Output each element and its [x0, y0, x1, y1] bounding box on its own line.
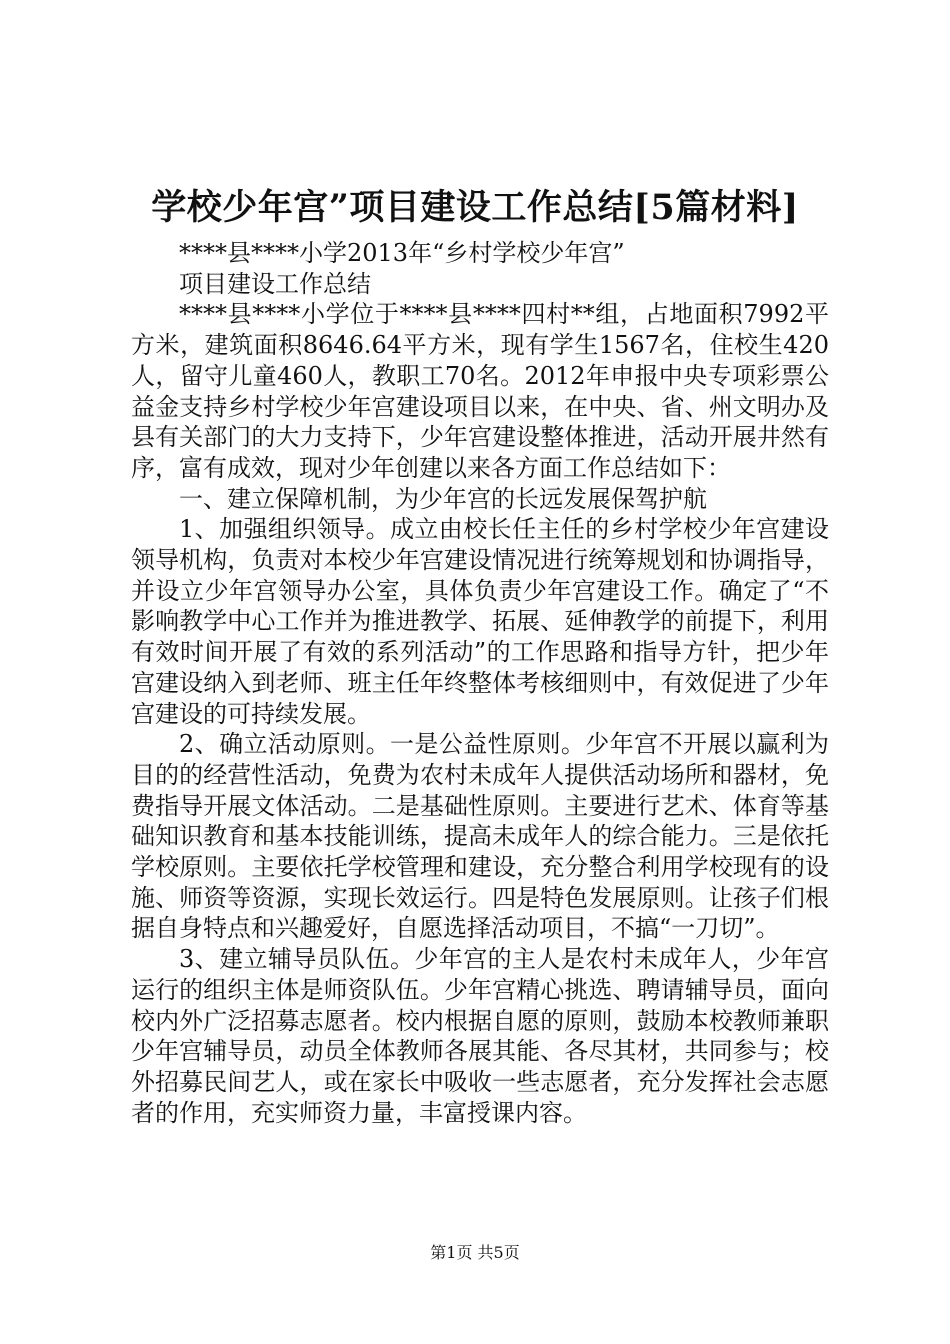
paragraph-tutors: 3、建立辅导员队伍。少年宫的主人是农村未成年人，少年宫运行的组织主体是师资队伍。少年宫精心挑选、聘请辅导员，面向校内外广泛招募志愿者。校内根据自愿的原则，鼓励本校教师兼职少年宫辅导员，动员全体教师各展其能、各尽其材，共同参与；校外招募民间艺人，或在家长中吸收一些志愿者，充分发挥社会志愿者的作用，充实师资力量，丰富授课内容。 — [131, 945, 829, 1127]
document-body — [131, 238, 829, 1128]
section-heading-1: 一、建立保障机制，为少年宫的长远发展保驾护航 — [179, 484, 707, 513]
paragraph-subtitle-line2: 项目建设工作总结 — [179, 269, 371, 298]
document-title: 学校少年宫”项目建设工作总结[5篇材料] — [151, 187, 799, 228]
page-footer: 第1页 共5页 — [430, 1243, 520, 1262]
paragraph-intro: ****县****小学位于****县****四村**组，占地面积7992平方米，建筑面积8646.64平方米，现有学生1567名，住校生420人，留守儿童460人，教职工70名。2012年申报中央专项彩票公益金支持乡村学校少年宫建设项目以来，在中央、省、州文明办及县有关部门的大力支持下，少年宫建设整体推进，活动开展井然有序，富有成效，现对少年创建以来各方面工作总结如下： — [131, 300, 829, 482]
paragraph-principles: 2、确立活动原则。一是公益性原则。少年宫不开展以赢利为目的的经营性活动，免费为农村未成年人提供活动场所和器材，免费指导开展文体活动。二是基础性原则。主要进行艺术、体育等基础知识教育和基本技能训练，提高未成年人的综合能力。三是依托学校原则。主要依托学校管理和建设，充分整合利用学校现有的设施、师资等资源，实现长效运行。四是特色发展原则。让孩子们根据自身特点和兴趣爱好，自愿选择活动项目，不搞“一刀切”。 — [131, 730, 829, 943]
paragraph-subtitle-line1: ****县****小学2013年“乡村学校少年宫” — [179, 239, 625, 267]
paragraph-organization: 1、加强组织领导。成立由校长任主任的乡村学校少年宫建设领导机构，负责对本校少年宫建设情况进行统筹规划和协调指导，并设立少年宫领导办公室，具体负责少年宫建设工作。确定了“不影响教学中心工作并为推进教学、拓展、延伸教学的前提下，利用有效时间开展了有效的系列活动”的工作思路和指导方针，把少年宫建设纳入到老师、班主任年终整体考核细则中，有效促进了少年宫建设的可持续发展。 — [131, 515, 829, 728]
